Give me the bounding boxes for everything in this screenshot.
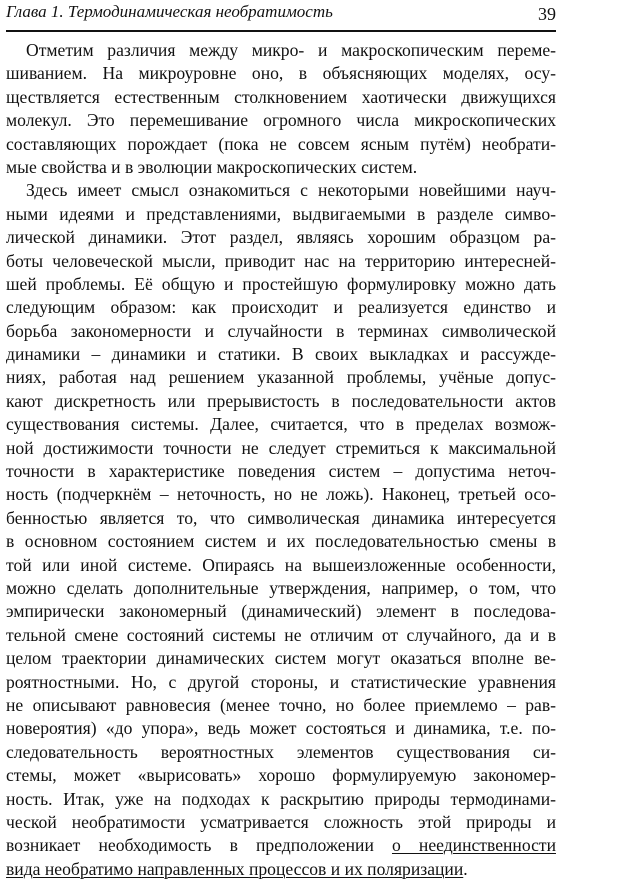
text-line: той или иной системе. Опираясь на вышеизложенные особенности, xyxy=(6,554,556,575)
text-line: молекул. Это перемешивание огромного числа микроскопических xyxy=(6,110,556,131)
text-line: стемы, может «вырисовать» хорошо формулируемую закономер- xyxy=(6,765,556,786)
text-line: шей проблемы. Её общую и простейшую формулировку можно дать xyxy=(6,273,556,294)
text-line-final xyxy=(6,858,556,881)
text-line: следующим образом: как происходит и реализуется единство и xyxy=(6,297,556,318)
text-line: Отметим различия между микро- и макроскопическим переме- xyxy=(26,40,556,60)
text-line: новероятия) «до упора», ведь может состояться и динамика, т.е. по- xyxy=(6,718,556,739)
text-line: можно сделать дополнительные утверждения, например, о том, что xyxy=(6,577,556,598)
text-line: шиванием. На микроуровне оно, в объясняющих моделях, осу- xyxy=(6,63,556,84)
text-line: Здесь имеет смысл ознакомиться с некоторыми новейшими науч- xyxy=(26,180,556,201)
underlined-phrase: вида необратимо направленных процессов и их поляризации xyxy=(6,858,464,879)
text-line: в основном состоянием систем и их последовательностью смены в xyxy=(6,531,556,552)
text-line: целом траектории динамических систем могут оказаться вполне ве- xyxy=(6,648,556,669)
body-text xyxy=(6,39,556,881)
text-line: существования системы. Далее, считается, что в пределах возмож- xyxy=(6,414,556,435)
text-line: не описывают равновесия (менее точно, но более приемлемо – рав- xyxy=(6,694,556,715)
text-line: ность. Итак, уже на подходах к раскрытию природы термодинами- xyxy=(6,788,556,809)
text-fragment: . xyxy=(463,858,468,879)
text-line: составляющих порождает (пока не совсем ясным путём) необрати- xyxy=(6,133,556,154)
text-fragment: возникает необходимость в предположении xyxy=(6,835,392,856)
running-title: Глава 1. Термодинамическая необратимость xyxy=(6,2,333,21)
underlined-phrase: о неединственности xyxy=(391,835,556,856)
paragraph-2 xyxy=(6,179,556,881)
text-line: боты человеческой мысли, приводит нас на территорию интересней- xyxy=(6,250,556,271)
text-line: ществляется естественным столкновением хаотически движущихся xyxy=(6,86,556,107)
text-line: ность (подчеркнём – неточность, но не ложь). Наконец, третьей осо- xyxy=(6,484,556,505)
text-line-mixed xyxy=(6,834,556,857)
text-line: мые свойства и в эволюции макроскопических систем. xyxy=(6,156,418,177)
text-line: следовательность вероятностных элементов существования си- xyxy=(6,741,556,762)
text-line: бенностью является то, что символическая динамика интересуется xyxy=(6,507,556,528)
text-line: кают дискретность или прерывистость в последовательности актов xyxy=(6,390,556,411)
text-line: точности в характеристике поведения систем – допустима неточ- xyxy=(6,461,556,482)
paragraph-1 xyxy=(6,39,556,179)
text-line: эмпирически закономерный (динамический) элемент в последова- xyxy=(6,601,556,622)
page-header xyxy=(6,0,556,32)
text-line: тельной смене состояний системы не отличим от случайного, да и в xyxy=(6,624,556,645)
text-line: ческой необратимости усматривается сложность этой природы и xyxy=(6,811,556,832)
text-line: ными идеями и представлениями, выдвигаемыми в разделе симво- xyxy=(6,203,556,224)
text-line: роятностными. Но, с другой стороны, и статистические уравнения xyxy=(6,671,556,692)
text-line: ной достижимости точности не следует стремиться к максимальной xyxy=(6,437,556,458)
page-number: 39 xyxy=(538,4,556,24)
text-line: лической динамики. Этот раздел, являясь хорошим образцом ра- xyxy=(6,227,556,248)
text-line: борьба закономерности и случайности в терминах символической xyxy=(6,320,556,341)
text-line: динамики – динамики и статики. В своих выкладках и рассужде- xyxy=(6,344,556,365)
text-line: ниях, работая над решением указанной проблемы, учёные допус- xyxy=(6,367,556,388)
